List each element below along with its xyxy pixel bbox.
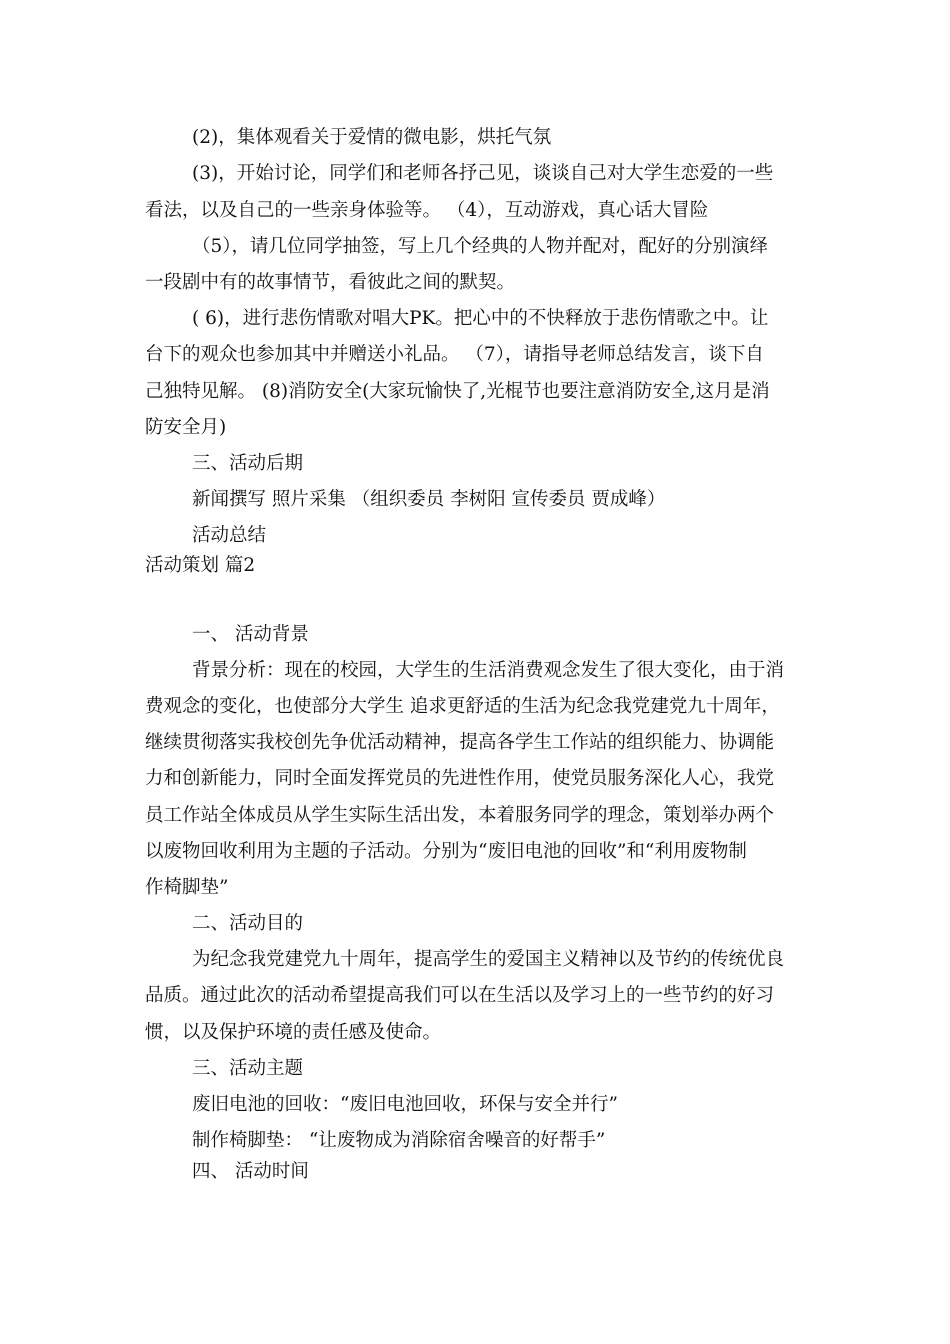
paragraph-item-3-line-2: 看法，以及自己的一些亲身体验等。 （4），互动游戏，真心话大冒险 [145,200,709,221]
paragraph-background-line: 继续贯彻落实我校创先争优活动精神，提高各学生工作站的组织能力、协调能 [145,732,775,753]
paragraph-goal-line: 惯，以及保护环境的责任感及使命。 [145,1022,442,1043]
paragraph-summary: 活动总结 [192,525,267,546]
paragraph-item-6-line-4: 防安全月) [145,417,227,438]
paragraph-item-2: (2)，集体观看关于爱情的微电影，烘托气氛 [192,127,552,148]
heading-goal: 二、活动目的 [192,913,304,934]
paragraph-item-6-line-3: 己独特见解。 (8)消防安全(大家玩愉快了,光棍节也要注意消防安全,这月是消 [145,381,770,402]
heading-background: 一、 活动背景 [192,624,309,645]
paragraph-goal-line: 品质。通过此次的活动希望提高我们可以在生活以及学习上的一些节约的好习 [145,985,775,1006]
paragraph-background-line: 员工作站全体成员从学生实际生活出发，本着服务同学的理念，策划举办两个 [145,805,775,826]
paragraph-item-6-line-2: 台下的观众也参加其中并赠送小礼品。 （7），请指导老师总结发言，谈下自 [145,344,764,365]
heading-time: 四、 活动时间 [192,1161,309,1182]
section-title-part-2: 活动策划 篇2 [145,555,256,576]
paragraph-item-6-line-1: ( 6)，进行悲伤情歌对唱大PK。把心中的不快释放于悲伤情歌之中。让 [192,308,769,329]
paragraph-item-5-line-2: 一段剧中有的故事情节，看彼此之间的默契。 [145,272,516,293]
paragraph-background-line: 费观念的变化，也使部分大学生 追求更舒适的生活为纪念我党建党九十周年， [145,696,780,717]
paragraph-theme-pad: 制作椅脚垫： “让废物成为消除宿舍噪音的好帮手” [192,1130,606,1151]
paragraph-item-3-line-1: (3)，开始讨论，同学们和老师各抒己见，谈谈自己对大学生恋爱的一些 [192,163,774,184]
paragraph-item-5-line-1: （5），请几位同学抽签，写上几个经典的人物并配对，配好的分别演绎 [192,236,769,257]
paragraph-background-line: 以废物回收利用为主题的子活动。分别为“废旧电池的回收”和“利用废物制 [145,841,747,862]
heading-theme: 三、活动主题 [192,1058,304,1079]
paragraph-background-line: 作椅脚垫” [145,877,229,898]
heading-later-stage: 三、活动后期 [192,453,304,474]
paragraph-background-line: 力和创新能力，同时全面发挥党员的先进性作用，使党员服务深化人心，我党 [145,768,775,789]
paragraph-later-stage: 新闻撰写 照片采集 （组织委员 李树阳 宣传委员 贾成峰） [192,489,666,510]
paragraph-goal-line: 为纪念我党建党九十周年，提高学生的爱国主义精神以及节约的传统优良 [192,949,785,970]
paragraph-theme-battery: 废旧电池的回收：“废旧电池回收，环保与安全并行” [192,1094,618,1115]
paragraph-background-line: 背景分析：现在的校园，大学生的生活消费观念发生了很大变化，由于消 [192,660,785,681]
